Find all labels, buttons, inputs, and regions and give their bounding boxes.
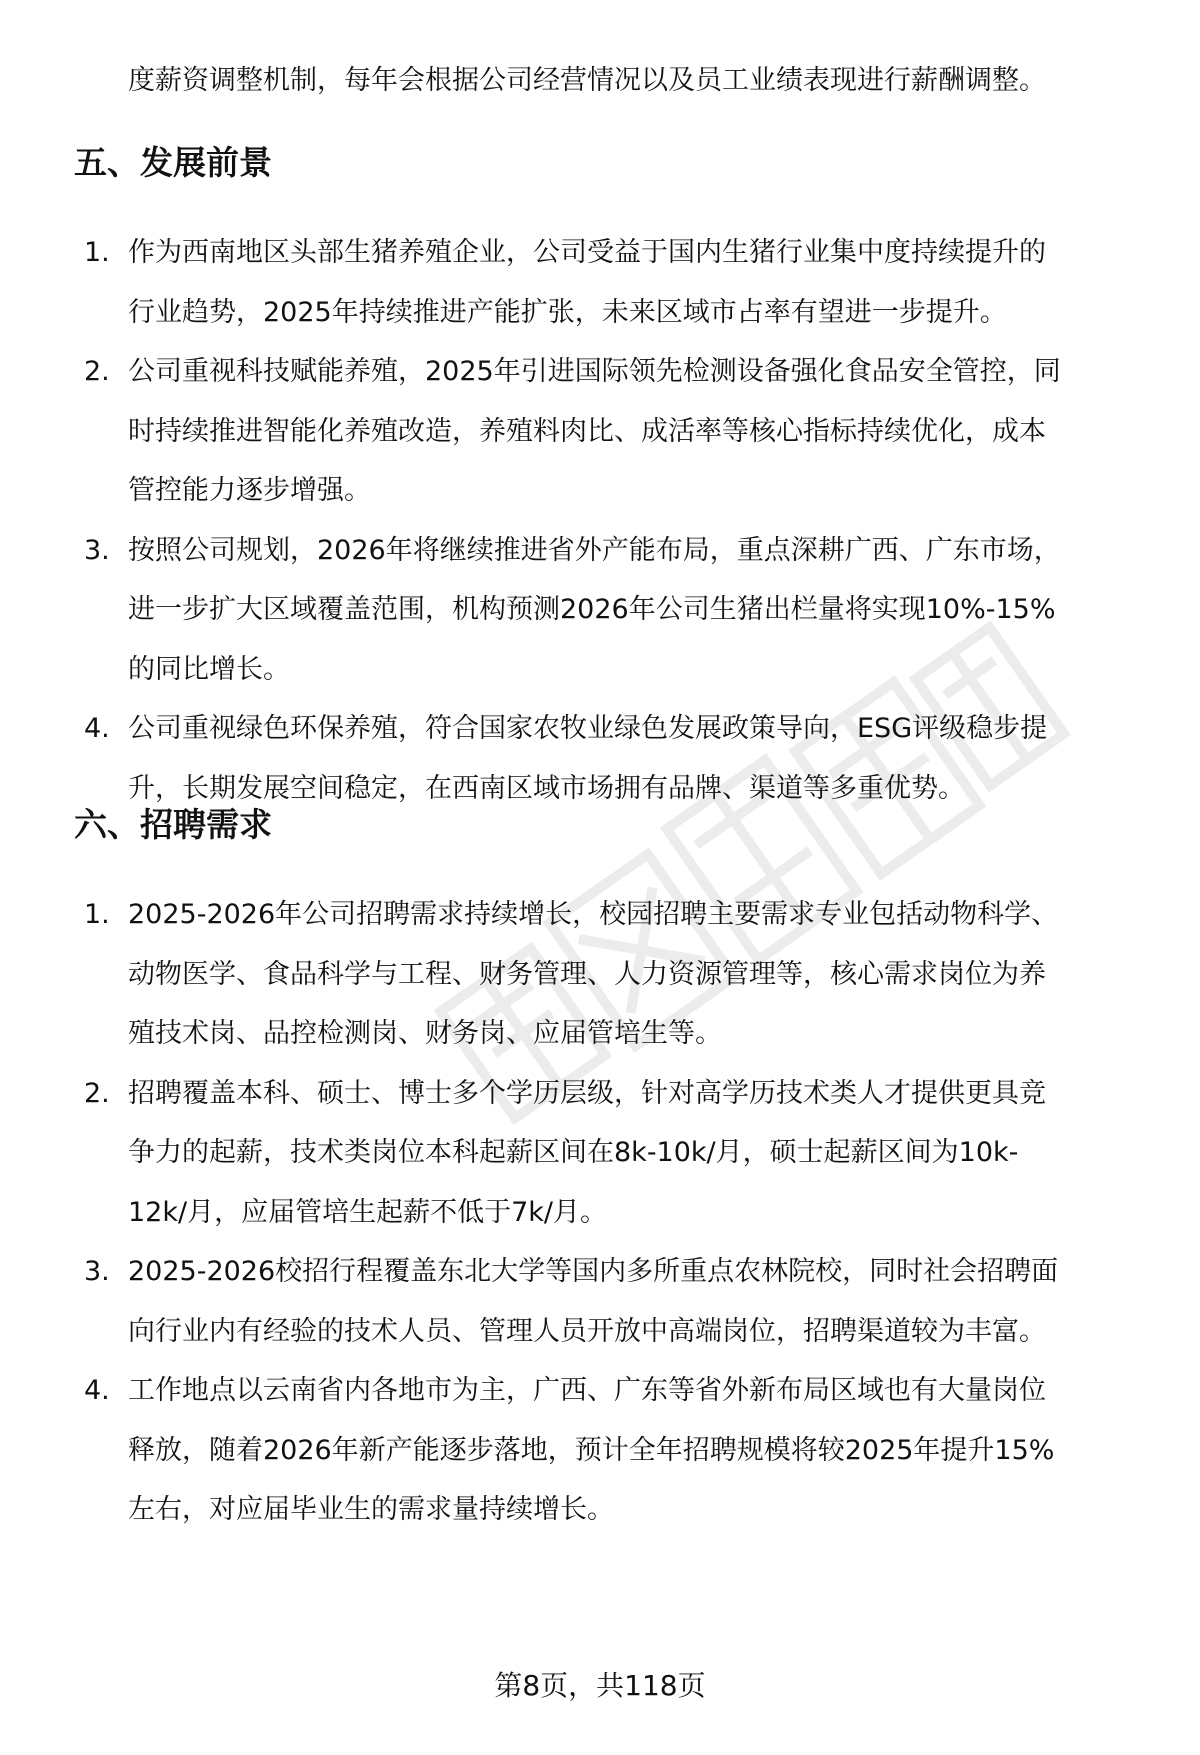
list-item-text [128, 342, 1160, 521]
list-item [0, 1242, 1200, 1361]
list-item-text [128, 521, 1160, 700]
list-item-line: 12k/月，应届管培生起薪不低于7k/月。 [128, 1196, 607, 1228]
list-item-line: 2025-2026校招行程覆盖东北大学等国内多所重点农林院校，同时社会招聘面 [128, 1256, 1059, 1287]
list-item-number: 1. [84, 237, 110, 268]
list-item-text [128, 1361, 1160, 1540]
list-item-line: 工作地点以云南省内各地市为主，广西、广东等省外新布局区域也有大量岗位 [128, 1375, 1046, 1406]
page-footer: 第8页，共118页 [494, 1669, 706, 1702]
list-item-line: 招聘覆盖本科、硕士、博士多个学历层级，针对高学历技术类人才提供更具竞 [128, 1077, 1046, 1109]
section-heading-recruitment-needs: 六、招聘需求 [74, 805, 272, 844]
list-item-line: 动物医学、食品科学与工程、财务管理、人力资源管理等，核心需求岗位为养 [128, 958, 1046, 990]
list-item [0, 521, 1200, 700]
list-item-line: 进一步扩大区域覆盖范围，机构预测2026年公司生猪出栏量将实现10%-15% [128, 594, 1056, 625]
list-item [0, 1361, 1200, 1540]
list-item [0, 223, 1200, 342]
list-item-line: 向行业内有经验的技术人员、管理人员开放中高端岗位，招聘渠道较为丰富。 [128, 1315, 1046, 1347]
list-item-line: 公司重视绿色环保养殖，符合国家农牧业绿色发展政策导向，ESG评级稳步提 [128, 713, 1048, 744]
list-item-text [128, 885, 1160, 1064]
list-item-line: 殖技术岗、品控检测岗、财务岗、应届管培生等。 [128, 1018, 722, 1049]
list-item-number: 3. [84, 534, 110, 566]
list-item-number: 3. [84, 1256, 110, 1287]
list-item-text [128, 1242, 1160, 1361]
list-item-line: 争力的起薪，技术类岗位本科起薪区间在8k-10k/月，硕士起薪区间为10k- [128, 1137, 1019, 1168]
list-item-line: 公司重视科技赋能养殖，2025年引进国际领先检测设备强化食品安全管控，同 [128, 356, 1061, 387]
list-item-line: 的同比增长。 [128, 653, 290, 685]
development-prospects-list [0, 223, 1200, 818]
list-item-line: 按照公司规划，2026年将继续推进省外产能布局，重点深耕广西、广东市场， [128, 534, 1061, 566]
list-item [0, 342, 1200, 521]
list-item-text [128, 223, 1160, 342]
list-item-number: 2. [84, 356, 110, 387]
list-item-line: 升，长期发展空间稳定，在西南区域市场拥有品牌、渠道等多重优势。 [128, 772, 965, 804]
list-item-number: 2. [84, 1077, 110, 1109]
section-heading-development-prospects: 五、发展前景 [74, 143, 272, 182]
list-item-line: 时持续推进智能化养殖改造，养殖料肉比、成活率等核心指标持续优化，成本 [128, 415, 1046, 447]
list-item-number: 1. [84, 899, 110, 930]
list-item-number: 4. [84, 1375, 110, 1406]
list-item [0, 1064, 1200, 1243]
list-item-line: 行业趋势，2025年持续推进产能扩张，未来区域市占率有望进一步提升。 [128, 296, 1007, 328]
list-item [0, 699, 1200, 818]
list-item-line: 左右，对应届毕业生的需求量持续增长。 [128, 1494, 614, 1525]
list-item-line: 作为西南地区头部生猪养殖企业，公司受益于国内生猪行业集中度持续提升的 [128, 237, 1046, 268]
list-item-number: 4. [84, 713, 110, 744]
list-item-line: 管控能力逐步增强。 [128, 475, 371, 506]
intro-paragraph: 度薪资调整机制，每年会根据公司经营情况以及员工业绩表现进行薪酬调整。 [128, 65, 1046, 96]
recruitment-needs-list [0, 885, 1200, 1540]
list-item-line: 释放，随着2026年新产能逐步落地，预计全年招聘规模将较2025年提升15% [128, 1434, 1055, 1466]
list-item-text [128, 1064, 1160, 1243]
list-item-text [128, 699, 1160, 818]
list-item [0, 885, 1200, 1064]
list-item-line: 2025-2026年公司招聘需求持续增长，校园招聘主要需求专业包括动物科学、 [128, 899, 1059, 930]
